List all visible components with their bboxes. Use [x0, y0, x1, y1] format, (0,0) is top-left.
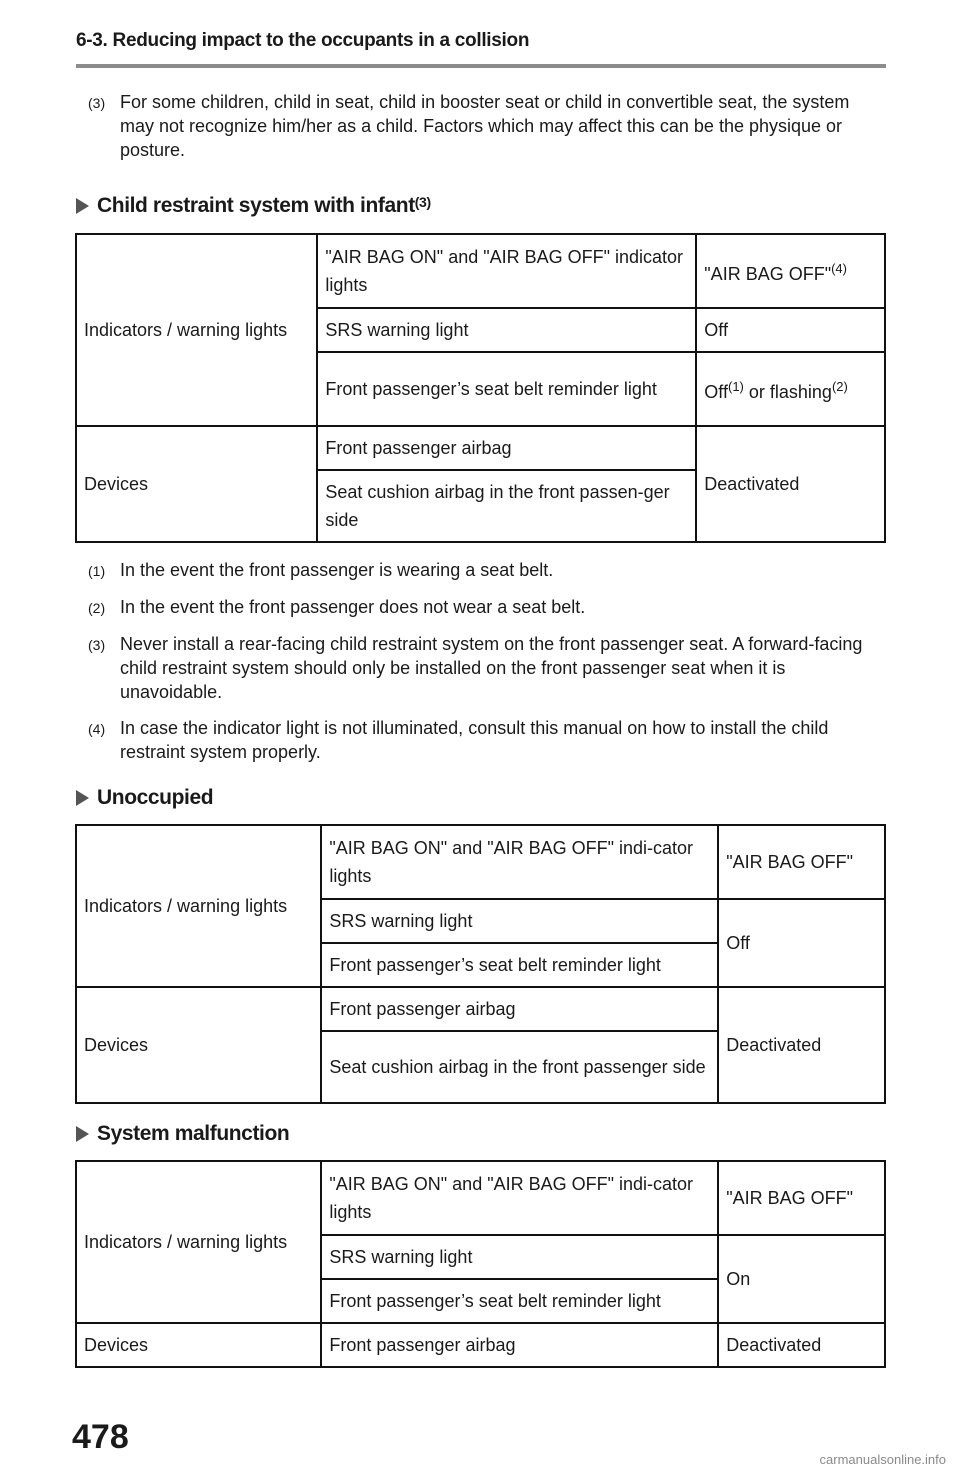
cell-belt-label: Front passenger’s seat belt reminder light: [321, 943, 718, 987]
footnote-number: (4): [88, 721, 106, 737]
footnote-number: (3): [88, 637, 106, 653]
cell-indicators-group: Indicators / warning lights: [76, 234, 317, 426]
cell-front-airbag-label: Front passenger airbag: [321, 1323, 718, 1367]
footnote-item: [88, 632, 878, 704]
cell-airbag-lights-label: "AIR BAG ON" and "AIR BAG OFF" indi-cator lights: [321, 1161, 718, 1235]
cell-srs-label: SRS warning light: [317, 308, 696, 352]
footnote-text: In the event the front passenger is wearing a seat belt.: [120, 560, 554, 580]
cell-devices-group: Devices: [76, 426, 317, 542]
heading-unoccupied: [76, 786, 213, 810]
cell-airbag-lights-label: "AIR BAG ON" and "AIR BAG OFF" indicator lights: [317, 234, 696, 308]
intro-note: [88, 90, 878, 162]
cell-devices-value: Deactivated: [696, 426, 885, 542]
heading-infant-text: Child restraint system with infant: [97, 194, 415, 217]
table-unoccupied: [75, 824, 886, 1104]
note-text: For some children, child in seat, child in booster seat or child in convertible seat, the system may not recognize him/her as a child. Factors which may affect this can be the physique or posture.: [120, 92, 850, 160]
cell-airbag-lights-label: "AIR BAG ON" and "AIR BAG OFF" indi-cator lights: [321, 825, 718, 899]
cell-srs-belt-value: On: [718, 1235, 885, 1323]
belt-value-a: Off: [704, 381, 728, 402]
footnote-number: (1): [88, 563, 106, 579]
belt-value-mid: or flashing: [743, 381, 832, 402]
footnotes: [88, 558, 878, 776]
cell-belt-label: Front passenger’s seat belt reminder light: [321, 1279, 718, 1323]
cell-airbag-lights-value: [696, 234, 885, 308]
cell-devices-group: Devices: [76, 987, 321, 1103]
triangle-bullet-icon: [76, 790, 89, 806]
cell-indicators-group: Indicators / warning lights: [76, 825, 321, 987]
cell-devices-value: Deactivated: [718, 987, 885, 1103]
airbag-lights-value-text: "AIR BAG OFF": [704, 263, 832, 284]
triangle-bullet-icon: [76, 1126, 89, 1142]
heading-unoccupied-text: Unoccupied: [97, 786, 214, 809]
cell-devices-value: Deactivated: [718, 1323, 885, 1367]
header-divider: [76, 64, 886, 68]
table-malfunction: [75, 1160, 886, 1368]
footnote-text: In case the indicator light is not illuminated, consult this manual on how to install the child restraint system properly.: [120, 718, 829, 762]
cell-srs-label: SRS warning light: [321, 1235, 718, 1279]
watermark: carmanualsonline.info: [819, 1452, 946, 1467]
heading-infant: [76, 194, 431, 218]
footnote-item: [88, 558, 878, 583]
heading-infant-sup: (3): [414, 194, 431, 210]
footnote-number: (2): [88, 600, 106, 616]
footnote-text: In the event the front passenger does not wear a seat belt.: [120, 597, 586, 617]
cell-airbag-lights-value: "AIR BAG OFF": [718, 825, 885, 899]
cell-front-airbag-label: Front passenger airbag: [321, 987, 718, 1031]
note-number: (3): [88, 95, 106, 111]
page-number: 478: [72, 1418, 129, 1456]
cell-indicators-group: Indicators / warning lights: [76, 1161, 321, 1323]
cell-seat-cushion-label: Seat cushion airbag in the front passen-ger side: [317, 470, 696, 542]
cell-srs-value: Off: [696, 308, 885, 352]
heading-malfunction: [76, 1122, 289, 1146]
table-infant: [75, 233, 886, 543]
cell-devices-group: Devices: [76, 1323, 321, 1367]
footnote-item: [88, 716, 878, 764]
cell-belt-label: Front passenger’s seat belt reminder light: [317, 352, 696, 426]
section-header-title: 6-3. Reducing impact to the occupants in a collision: [76, 30, 530, 51]
belt-value-b-sup: (2): [831, 378, 848, 394]
cell-srs-belt-value: Off: [718, 899, 885, 987]
heading-malfunction-text: System malfunction: [97, 1122, 290, 1145]
cell-belt-value: [696, 352, 885, 426]
airbag-lights-value-sup: (4): [831, 260, 847, 276]
cell-srs-label: SRS warning light: [321, 899, 718, 943]
footnote-item: [88, 595, 878, 620]
cell-seat-cushion-label: Seat cushion airbag in the front passenger side: [321, 1031, 718, 1103]
triangle-bullet-icon: [76, 198, 89, 214]
footnote-text: Never install a rear-facing child restraint system on the front passenger seat. A forward-facing child restraint system should only be installed on the front passenger seat when it is unavoidable.: [120, 634, 863, 702]
belt-value-a-sup: (1): [727, 378, 744, 394]
cell-airbag-lights-value: "AIR BAG OFF": [718, 1161, 885, 1235]
cell-front-airbag-label: Front passenger airbag: [317, 426, 696, 470]
